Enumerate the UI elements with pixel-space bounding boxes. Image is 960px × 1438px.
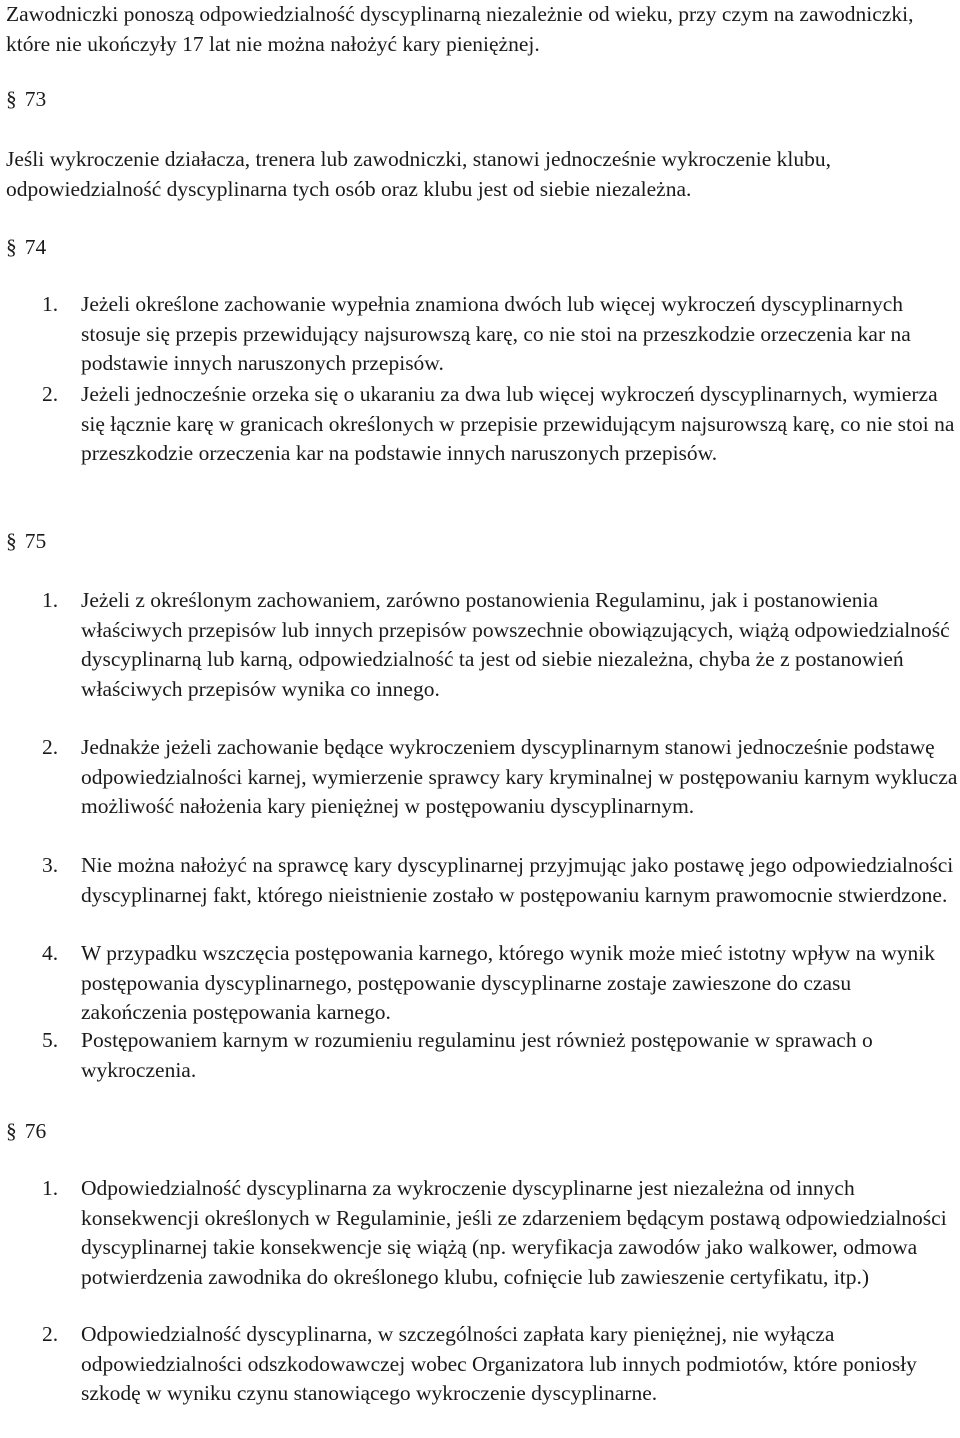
item-text: Jeżeli z określonym zachowaniem, zarówno postanowienia Regulaminu, jak i postanowienia właściwych przepisów lub innych przepisów powszechnie obowiązujących, wiążą odpowiedzialność dyscyplinarną lub karną, odpowiedzialność ta jest od siebie niezależna, chyba że z postanowień właściwych przepisów wynika co innego. [81,588,950,701]
section-75-item-3 [42,851,958,910]
section-symbol: § [6,529,17,553]
item-number: 1. [42,588,59,612]
section-number: 74 [24,235,47,259]
item-number: 5. [42,1028,59,1052]
section-number: 73 [24,87,47,111]
section-75-item-4 [42,939,958,1028]
item-number: 2. [42,1322,59,1346]
section-heading-74 [6,233,46,263]
item-text: Odpowiedzialność dyscyplinarna za wykroczenie dyscyplinarne jest niezależna od innych konsekwencji określonych w Regulaminie, jeśli ze zdarzeniem będącym postawą odpowiedzialności dyscyplinarnej takie konsekwencje się wiążą (np. weryfikacja zawodów jako walkower, odmowa potwierdzenia zawodnika do określonego klubu, cofnięcie lub zawieszenie certyfikatu, itp.) [81,1176,947,1289]
item-text: W przypadku wszczęcia postępowania karnego, którego wynik może mieć istotny wpływ na wynik postępowania dyscyplinarnego, postępowanie dyscyplinarne zostaje zawieszone do czasu zakończenia postępowania karnego. [81,941,935,1024]
section-symbol: § [6,235,17,259]
section-75-item-2 [42,733,958,822]
section-symbol: § [6,87,17,111]
item-number: 2. [42,382,59,406]
item-text: Odpowiedzialność dyscyplinarna, w szczególności zapłata kary pieniężnej, nie wyłącza odpowiedzialności odszkodowawczej wobec Organizatora lub innych podmiotów, które poniosły szkodę w wyniku czynu stanowiącego wykroczenie dyscyplinarne. [81,1322,917,1405]
item-number: 4. [42,941,59,965]
section-76-item-2 [42,1320,958,1409]
section-number: 76 [24,1119,47,1143]
section-74-item-1 [42,290,958,379]
section-heading-73 [6,85,46,115]
item-text: Jeżeli jednocześnie orzeka się o ukaraniu za dwa lub więcej wykroczeń dyscyplinarnych, wymierza się łącznie karę w granicach określonych w przepisie przewidującym najsurowszą karę, co nie stoi na przeszkodzie orzeczenia kar na podstawie innych naruszonych przepisów. [81,382,955,465]
item-number: 2. [42,735,59,759]
section-75-item-1 [42,586,958,704]
item-text: Nie można nałożyć na sprawcę kary dyscyplinarnej przyjmując jako postawę jego odpowiedzialności dyscyplinarnej fakt, którego nieistnienie zostało w postępowaniu karnym prawomocnie stwierdzone. [81,853,954,907]
item-text: Postępowaniem karnym w rozumieniu regulaminu jest również postępowanie w sprawach o wykroczenia. [81,1028,873,1082]
item-number: 1. [42,1176,59,1200]
item-text: Jednakże jeżeli zachowanie będące wykroczeniem dyscyplinarnym stanowi jednocześnie podstawę odpowiedzialności karnej, wymierzenie sprawcy kary kryminalnej w postępowaniu karnym wyklucza możliwość nałożenia kary pieniężnej w postępowaniu dyscyplinarnym. [81,735,958,818]
section-75-item-5 [42,1026,958,1085]
section-76-item-1 [42,1174,958,1292]
item-number: 1. [42,292,59,316]
item-text: Jeżeli określone zachowanie wypełnia znamiona dwóch lub więcej wykroczeń dyscyplinarnych stosuje się przepis przewidujący najsurowszą karę, co nie stoi na przeszkodzie orzeczenia kar na podstawie innych naruszonych przepisów. [81,292,911,375]
section-74-item-2 [42,380,958,469]
section-heading-76 [6,1117,46,1147]
section-symbol: § [6,1119,17,1143]
section-heading-75 [6,527,46,557]
section-73-paragraph: Jeśli wykroczenie działacza, trenera lub zawodniczki, stanowi jednocześnie wykroczenie klubu, odpowiedzialność dyscyplinarna tych osób oraz klubu jest od siebie niezależna. [6,147,832,201]
item-number: 3. [42,853,59,877]
section-number: 75 [24,529,47,553]
intro-paragraph: Zawodniczki ponoszą odpowiedzialność dyscyplinarną niezależnie od wieku, przy czym na zawodniczki, które nie ukończyły 17 lat nie można nałożyć kary pieniężnej. [6,2,914,56]
